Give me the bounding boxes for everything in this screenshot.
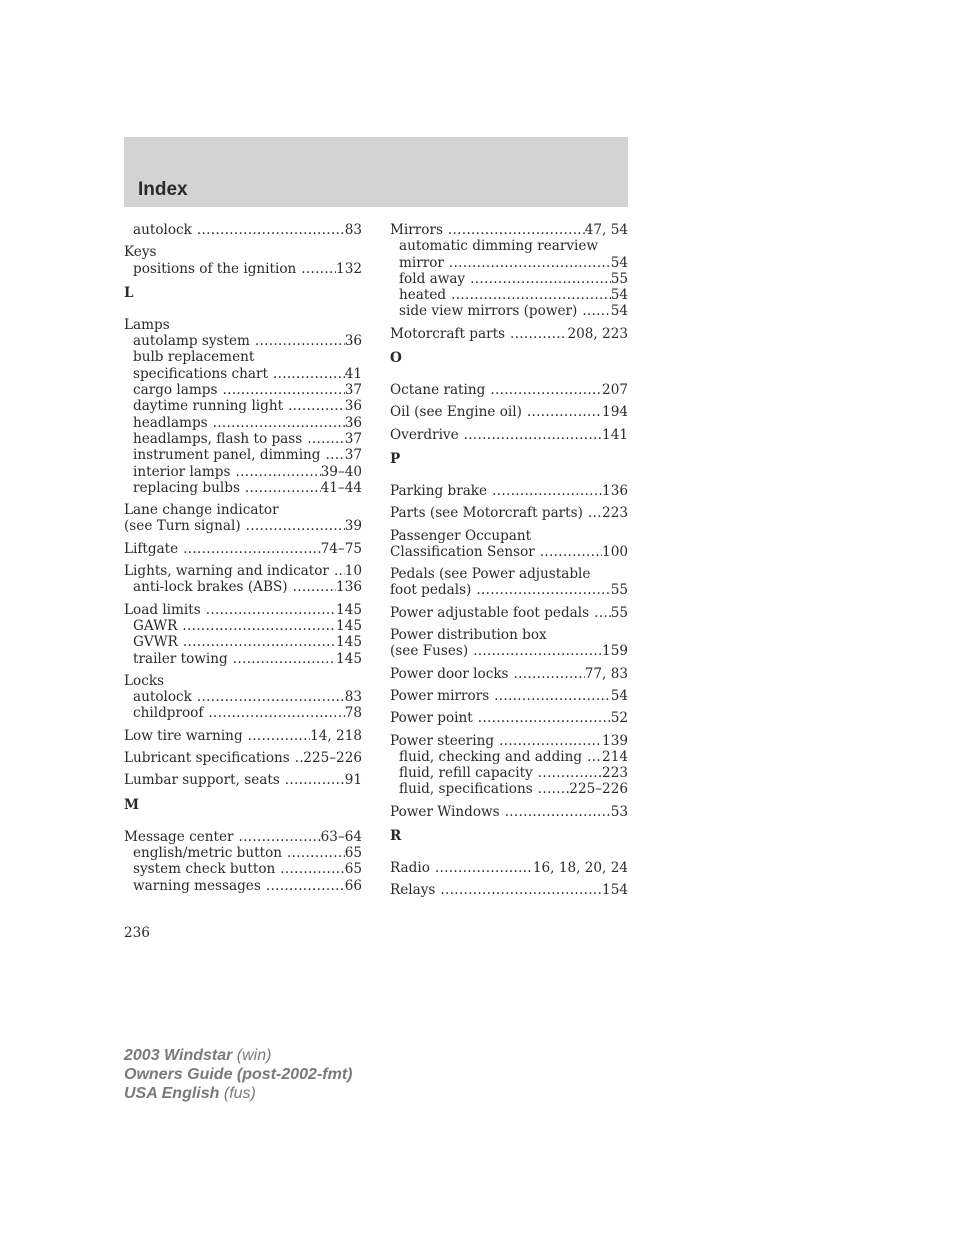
dot-leader <box>582 303 610 319</box>
index-entry <box>390 382 628 398</box>
index-entry-line <box>390 666 628 682</box>
entry-page-ref: 74–75 <box>320 540 362 557</box>
index-subentry <box>390 781 628 797</box>
entry-page-ref: 208, 223 <box>567 325 628 342</box>
index-entry <box>124 772 362 788</box>
entry-page-ref: 36 <box>344 414 362 431</box>
dot-leader <box>246 518 345 534</box>
index-subentry <box>124 382 362 398</box>
entry-text: Liftgate <box>124 540 179 557</box>
dot-leader <box>239 829 321 845</box>
dot-leader <box>527 404 602 420</box>
dot-leader <box>594 605 611 621</box>
index-entry <box>390 860 628 876</box>
dot-leader <box>490 382 602 398</box>
index-entry <box>390 427 628 443</box>
index-entry <box>124 602 362 667</box>
index-subentry <box>124 366 362 382</box>
entry-text: Overdrive <box>390 426 459 443</box>
entry-page-ref: 39–40 <box>320 463 362 480</box>
entry-text: Motorcraft parts <box>390 325 506 342</box>
index-entry-line <box>390 404 628 420</box>
entry-text: headlamps <box>133 414 208 431</box>
index-subentry <box>390 303 628 319</box>
entry-text: Keys <box>124 244 157 261</box>
index-entry-line <box>124 518 362 534</box>
entry-text: fold away <box>399 270 466 287</box>
entry-text: autolock <box>133 222 192 238</box>
dot-leader <box>293 579 336 595</box>
index-entry <box>390 733 628 798</box>
entry-text: Relays <box>390 882 436 899</box>
dot-leader <box>494 688 611 704</box>
index-entry <box>124 563 362 596</box>
entry-text: english/metric button <box>133 844 283 861</box>
entry-text: system check button <box>133 861 276 878</box>
entry-page-ref: 41–44 <box>320 479 362 496</box>
index-entry <box>124 317 362 496</box>
dot-leader <box>440 882 602 898</box>
index-entry-line <box>390 566 628 582</box>
entry-text: specifications chart <box>133 365 268 382</box>
index-entry-line <box>390 710 628 726</box>
entry-text: Message center <box>124 828 234 845</box>
index-entry <box>390 326 628 342</box>
entry-page-ref: 78 <box>344 705 362 722</box>
entry-text: instrument panel, dimming <box>133 447 321 464</box>
dot-leader <box>288 398 345 414</box>
dot-leader <box>273 366 345 382</box>
index-entry <box>390 882 628 898</box>
index-entry-line <box>124 772 362 788</box>
entry-page-ref: 225–226 <box>569 781 628 798</box>
index-entry-line <box>390 627 628 643</box>
index-entry-line <box>390 505 628 521</box>
entry-page-ref: 214 <box>602 748 628 765</box>
entry-page-ref: 225–226 <box>303 750 362 767</box>
section-letter: M <box>124 796 140 813</box>
entry-page-ref: 55 <box>610 604 628 621</box>
dot-leader <box>235 464 320 480</box>
entry-page-ref: 145 <box>336 617 362 634</box>
index-entry-line <box>124 317 362 333</box>
dot-leader <box>449 255 611 271</box>
index-entry-line <box>124 602 362 618</box>
entry-page-ref: 54 <box>610 303 628 320</box>
dot-leader <box>435 860 533 876</box>
dot-leader <box>588 505 602 521</box>
dot-leader <box>206 602 336 618</box>
entry-text: Power adjustable foot pedals <box>390 604 590 621</box>
entry-page-ref: 14, 218 <box>310 727 362 744</box>
entry-text: headlamps, flash to pass <box>133 430 303 447</box>
index-subentry <box>124 480 362 496</box>
index-entry <box>124 541 362 557</box>
dot-leader <box>334 563 345 579</box>
entry-page-ref: 145 <box>336 634 362 651</box>
index-subentry <box>124 431 362 447</box>
footer-line-3 <box>124 1084 352 1103</box>
index-subentry <box>124 222 362 238</box>
entry-page-ref: 145 <box>336 650 362 667</box>
footer-model: 2003 Windstar <box>124 1047 233 1064</box>
index-entry <box>124 750 362 766</box>
entry-page-ref: 223 <box>602 505 628 522</box>
dot-leader <box>248 728 310 744</box>
entry-text: Lane change indicator <box>124 502 279 519</box>
index-subentry <box>390 238 628 254</box>
entry-page-ref: 141 <box>602 426 628 443</box>
entry-text: automatic dimming rearview <box>399 238 599 255</box>
index-entry-line <box>390 688 628 704</box>
footer-line-2: Owners Guide (post-2002-fmt) <box>124 1066 353 1083</box>
index-entry <box>390 528 628 561</box>
index-entry-line <box>390 860 628 876</box>
index-entry-line <box>124 563 362 579</box>
entry-page-ref: 54 <box>610 287 628 304</box>
entry-text: fluid, checking and adding <box>399 748 583 765</box>
index-subentry <box>124 333 362 349</box>
index-subentry <box>124 618 362 634</box>
index-entry <box>390 404 628 420</box>
entry-text: Locks <box>124 672 165 689</box>
entry-text: side view mirrors (power) <box>399 303 578 320</box>
dot-leader <box>245 480 321 496</box>
index-entry <box>390 483 628 499</box>
dot-leader <box>470 271 611 287</box>
entry-text: Parking brake <box>390 482 488 499</box>
entry-text: Oil (see Engine oil) <box>390 404 522 421</box>
dot-leader <box>197 689 345 705</box>
entry-text: Mirrors <box>390 222 443 238</box>
entry-text: Load limits <box>124 601 201 618</box>
section-letter: O <box>390 350 402 367</box>
index-entry-line <box>390 605 628 621</box>
index-column-right <box>390 222 628 905</box>
dot-leader <box>538 765 602 781</box>
index-entry-line <box>390 483 628 499</box>
index-entry <box>124 222 362 238</box>
entry-text: bulb replacement <box>133 349 255 366</box>
dot-leader <box>287 845 345 861</box>
entry-text: positions of the ignition <box>133 260 297 277</box>
index-entry-line <box>390 326 628 342</box>
entry-text: replacing bulbs <box>133 479 240 496</box>
footer-language: USA English <box>124 1085 220 1102</box>
entry-text: Pedals (see Power adjustable <box>390 566 591 583</box>
dot-leader <box>307 431 344 447</box>
index-entry <box>390 505 628 521</box>
dot-leader <box>222 382 344 398</box>
entry-page-ref: 37 <box>344 382 362 399</box>
entry-page-ref: 83 <box>344 222 362 238</box>
index-entry <box>390 566 628 599</box>
dot-leader <box>213 415 345 431</box>
section-letter: L <box>124 284 134 301</box>
index-entry-line <box>124 502 362 518</box>
index-entry-line <box>390 382 628 398</box>
index-entry-line <box>124 829 362 845</box>
index-entry-line <box>124 244 362 260</box>
entry-page-ref: 37 <box>344 447 362 464</box>
index-entry-line <box>390 643 628 659</box>
entry-page-ref: 36 <box>344 333 362 350</box>
entry-page-ref: 139 <box>602 732 628 749</box>
entry-text: warning messages <box>133 877 261 894</box>
dot-leader <box>301 261 336 277</box>
entry-text: interior lamps <box>133 463 231 480</box>
entry-page-ref: 83 <box>344 689 362 706</box>
index-entry-line <box>390 544 628 560</box>
dot-leader <box>255 333 345 349</box>
entry-page-ref: 132 <box>336 260 362 277</box>
index-column-left <box>124 222 362 900</box>
entry-page-ref: 154 <box>602 882 628 899</box>
entry-page-ref: 54 <box>610 687 628 704</box>
index-subentry <box>124 261 362 277</box>
entry-text: (see Turn signal) <box>124 518 241 535</box>
index-subentry <box>124 464 362 480</box>
index-entry <box>390 666 628 682</box>
index-subentry <box>390 287 628 303</box>
index-subentry <box>124 579 362 595</box>
index-entry <box>390 627 628 660</box>
index-entry <box>390 688 628 704</box>
dot-leader <box>451 287 611 303</box>
entry-text: trailer towing <box>133 650 228 667</box>
section-letter: P <box>390 450 401 467</box>
dot-leader <box>492 483 602 499</box>
index-entry-line <box>390 528 628 544</box>
dot-leader <box>295 750 304 766</box>
index-subentry <box>124 705 362 721</box>
entry-text: autolamp system <box>133 333 250 350</box>
index-entry <box>124 244 362 277</box>
entry-text: anti-lock brakes (ABS) <box>133 579 288 596</box>
entry-page-ref: 39 <box>344 518 362 535</box>
header-band <box>124 137 628 207</box>
index-entry <box>124 673 362 722</box>
index-subentry <box>124 878 362 894</box>
index-entry-line <box>390 582 628 598</box>
index-subentry <box>124 634 362 650</box>
entry-text: Power Windows <box>390 803 500 820</box>
entry-text: Lubricant specifications <box>124 750 290 767</box>
entry-page-ref: 136 <box>602 482 628 499</box>
index-entry <box>390 710 628 726</box>
entry-page-ref: 145 <box>336 601 362 618</box>
section-letter: R <box>390 828 402 845</box>
entry-page-ref: 54 <box>610 254 628 271</box>
entry-page-ref: 47, 54 <box>584 222 628 238</box>
dot-leader <box>280 861 344 877</box>
footer <box>124 1046 352 1103</box>
footer-line-1 <box>124 1046 352 1065</box>
entry-text: Power steering <box>390 732 495 749</box>
dot-leader <box>538 781 570 797</box>
index-entry-line <box>124 750 362 766</box>
index-subentry <box>124 349 362 365</box>
page-title: Index <box>138 179 188 200</box>
entry-page-ref: 65 <box>344 861 362 878</box>
entry-page-ref: 100 <box>602 543 628 560</box>
entry-page-ref: 136 <box>336 579 362 596</box>
dot-leader <box>197 222 345 238</box>
entry-page-ref: 66 <box>344 877 362 894</box>
index-subentry <box>124 651 362 667</box>
index-entry <box>390 605 628 621</box>
entry-text: fluid, refill capacity <box>399 765 533 782</box>
index-subentry <box>124 689 362 705</box>
dot-leader <box>182 618 336 634</box>
dot-leader <box>505 804 611 820</box>
entry-page-ref: 52 <box>610 710 628 727</box>
index-entry <box>124 829 362 894</box>
entry-text: daytime running light <box>133 398 284 415</box>
entry-page-ref: 41 <box>344 365 362 382</box>
entry-text: Octane rating <box>390 382 486 399</box>
index-entry-line <box>124 541 362 557</box>
entry-text: Lamps <box>124 316 170 333</box>
entry-text: Power distribution box <box>390 627 547 644</box>
entry-text: Power door locks <box>390 665 509 682</box>
index-entry <box>124 502 362 535</box>
index-subentry <box>390 749 628 765</box>
index-entry-line <box>390 804 628 820</box>
dot-leader <box>208 705 344 721</box>
entry-text: Low tire warning <box>124 727 243 744</box>
dot-leader <box>183 634 336 650</box>
index-entry <box>390 804 628 820</box>
entry-text: GVWR <box>133 634 178 651</box>
dot-leader <box>233 651 336 667</box>
dot-leader <box>499 733 602 749</box>
page-number: 236 <box>124 925 150 941</box>
entry-text: autolock <box>133 689 192 706</box>
entry-text: Parts (see Motorcraft parts) <box>390 505 583 522</box>
dot-leader <box>183 541 320 557</box>
entry-text: cargo lamps <box>133 382 218 399</box>
entry-text: Lumbar support, seats <box>124 772 280 789</box>
dot-leader <box>464 427 602 443</box>
dot-leader <box>478 710 611 726</box>
entry-text: heated <box>399 287 447 304</box>
entry-page-ref: 53 <box>610 803 628 820</box>
entry-text: fluid, specifications <box>399 781 533 798</box>
index-subentry <box>124 861 362 877</box>
index-entry-line <box>390 882 628 898</box>
entry-page-ref: 207 <box>602 382 628 399</box>
index-subentry <box>390 271 628 287</box>
entry-page-ref: 65 <box>344 844 362 861</box>
index-entry <box>124 728 362 744</box>
index-subentry <box>124 447 362 463</box>
entry-page-ref: 223 <box>602 765 628 782</box>
entry-text: Radio <box>390 860 430 877</box>
entry-page-ref: 16, 18, 20, 24 <box>532 860 628 877</box>
entry-text: (see Fuses) <box>390 643 469 660</box>
index-subentry <box>124 845 362 861</box>
index-entry-line <box>124 673 362 689</box>
entry-text: foot pedals) <box>390 582 472 599</box>
entry-text: mirror <box>399 254 444 271</box>
index-entry-line <box>390 733 628 749</box>
dot-leader <box>326 447 345 463</box>
index-subentry <box>390 765 628 781</box>
entry-text: GAWR <box>133 617 178 634</box>
index-entry-line <box>124 728 362 744</box>
entry-page-ref: 55 <box>610 270 628 287</box>
dot-leader <box>266 878 345 894</box>
entry-text: Passenger Occupant <box>390 527 532 544</box>
dot-leader <box>514 666 585 682</box>
entry-text: Classification Sensor <box>390 543 535 560</box>
entry-page-ref: 63–64 <box>320 828 362 845</box>
entry-page-ref: 194 <box>602 404 628 421</box>
index-entry <box>390 222 628 320</box>
index-entry-line <box>390 222 628 238</box>
entry-text: childproof <box>133 705 204 722</box>
entry-page-ref: 55 <box>610 582 628 599</box>
footer-model-code: (win) <box>236 1047 272 1064</box>
entry-text: Power point <box>390 710 473 727</box>
index-subentry <box>124 415 362 431</box>
entry-page-ref: 77, 83 <box>584 665 628 682</box>
entry-page-ref: 37 <box>344 430 362 447</box>
entry-text: Power mirrors <box>390 687 490 704</box>
entry-page-ref: 36 <box>344 398 362 415</box>
dot-leader <box>510 326 567 342</box>
dot-leader <box>476 582 610 598</box>
dot-leader <box>587 749 602 765</box>
index-subentry <box>124 398 362 414</box>
dot-leader <box>540 544 602 560</box>
index-entry-line <box>390 427 628 443</box>
footer-language-code: (fus) <box>223 1085 256 1102</box>
dot-leader <box>285 772 345 788</box>
index-subentry <box>390 255 628 271</box>
entry-page-ref: 159 <box>602 643 628 660</box>
dot-leader <box>473 643 602 659</box>
entry-page-ref: 91 <box>344 772 362 789</box>
dot-leader <box>448 222 585 238</box>
entry-text: Lights, warning and indicator <box>124 563 329 580</box>
entry-page-ref: 10 <box>344 563 362 580</box>
